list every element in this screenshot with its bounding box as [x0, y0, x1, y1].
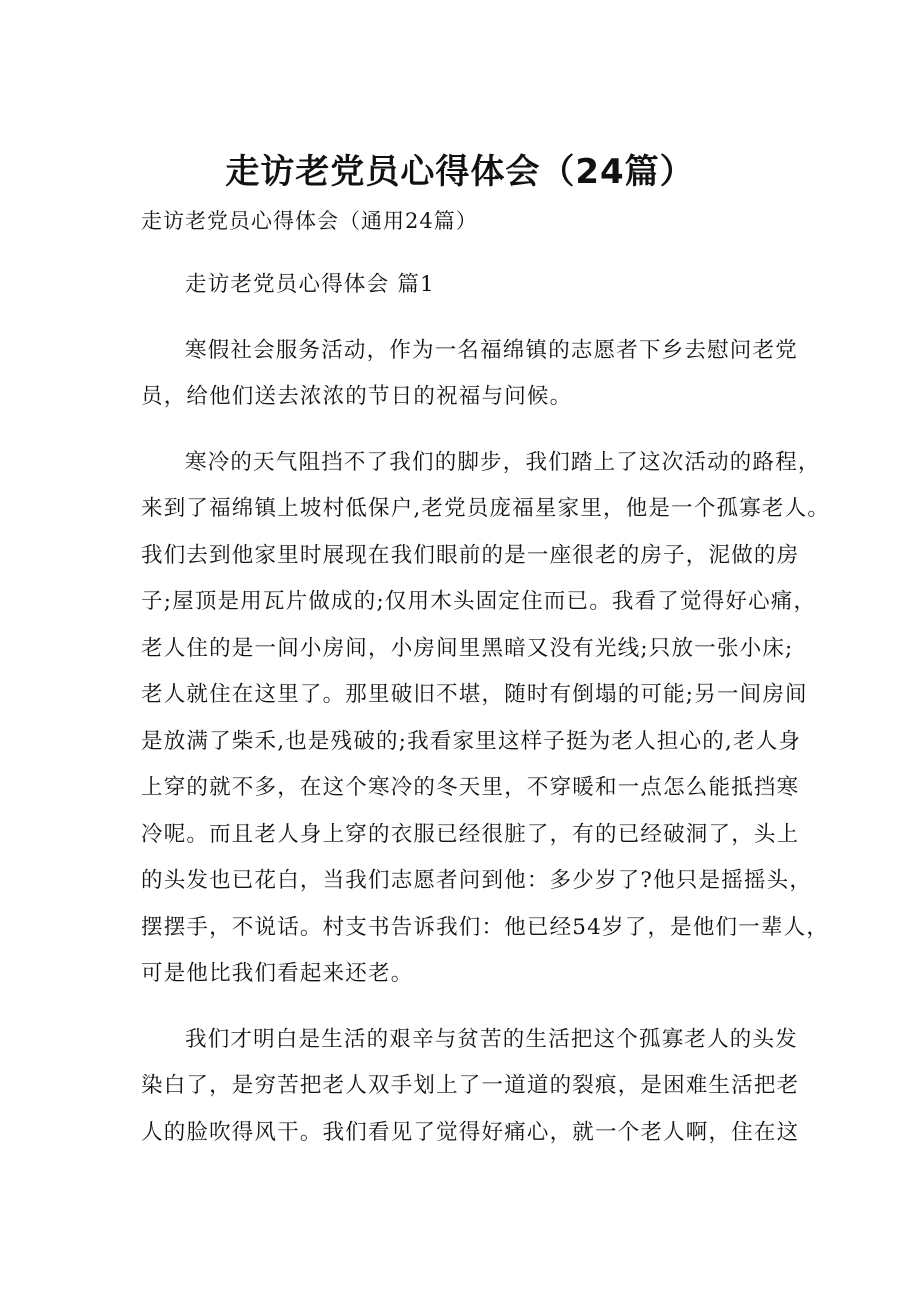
text-line: 子;屋顶是用瓦片做成的;仅用木头固定住而已。我看了觉得好心痛，: [141, 589, 817, 614]
text-line: 老人就住在这里了。那里破旧不堪，随时有倒塌的可能;另一间房间: [141, 682, 808, 707]
text-line: 我们才明白是生活的艰辛与贫苦的生活把这个孤寡老人的头发: [185, 1026, 798, 1052]
paragraphs: [141, 328, 831, 1157]
paragraph: [141, 328, 801, 421]
text-line: 染白了，是穷苦把老人双手划上了一道道的裂痕，是困难生活把老: [141, 1073, 800, 1098]
document-subtitle: 走访老党员心得体会（通用24篇）: [141, 209, 478, 233]
text-line: 来到了福绵镇上坡村低保户,老党员庞福星家里，他是一个孤寡老人。: [141, 496, 831, 521]
text-line: 上穿的就不多，在这个寒冷的冬天里，不穿暖和一点怎么能抵挡寒: [141, 775, 800, 800]
paragraph: [141, 440, 831, 998]
paragraph: [141, 1017, 801, 1157]
text-line: 是放满了柴禾,也是残破的;我看家里这样子挺为老人担心的,老人身: [141, 728, 802, 754]
text-line: 我们去到他家里时展现在我们眼前的是一座很老的房子，泥做的房: [141, 542, 800, 568]
text-line: 冷呢。而且老人身上穿的衣服已经很脏了，有的已经破洞了，头上: [141, 821, 800, 847]
text-line: 寒冷的天气阻挡不了我们的脚步，我们踏上了这次活动的路程，: [185, 449, 821, 475]
text-line: 的头发也已花白，当我们志愿者问到他：多少岁了?他只是摇摇头，: [141, 868, 813, 893]
text-line: 员，给他们送去浓浓的节日的祝福与问候。: [141, 384, 573, 409]
text-line: 人的脸吹得风干。我们看见了觉得好痛心，就一个老人啊，住在这: [141, 1119, 800, 1145]
section-heading: 走访老党员心得体会 篇1: [185, 272, 435, 297]
text-line: 老人住的是一间小房间，小房间里黑暗又没有光线;只放一张小床;: [141, 635, 794, 661]
text-line: 摆摆手，不说话。村支书告诉我们：他已经54岁了，是他们一辈人，: [141, 914, 830, 940]
document-title: 走访老党员心得体会（24篇）: [225, 152, 695, 192]
document-body: [141, 262, 831, 1156]
text-line: 可是他比我们看起来还老。: [141, 961, 414, 986]
text-line: 寒假社会服务活动，作为一名福绵镇的志愿者下乡去慰问老党: [185, 337, 798, 363]
